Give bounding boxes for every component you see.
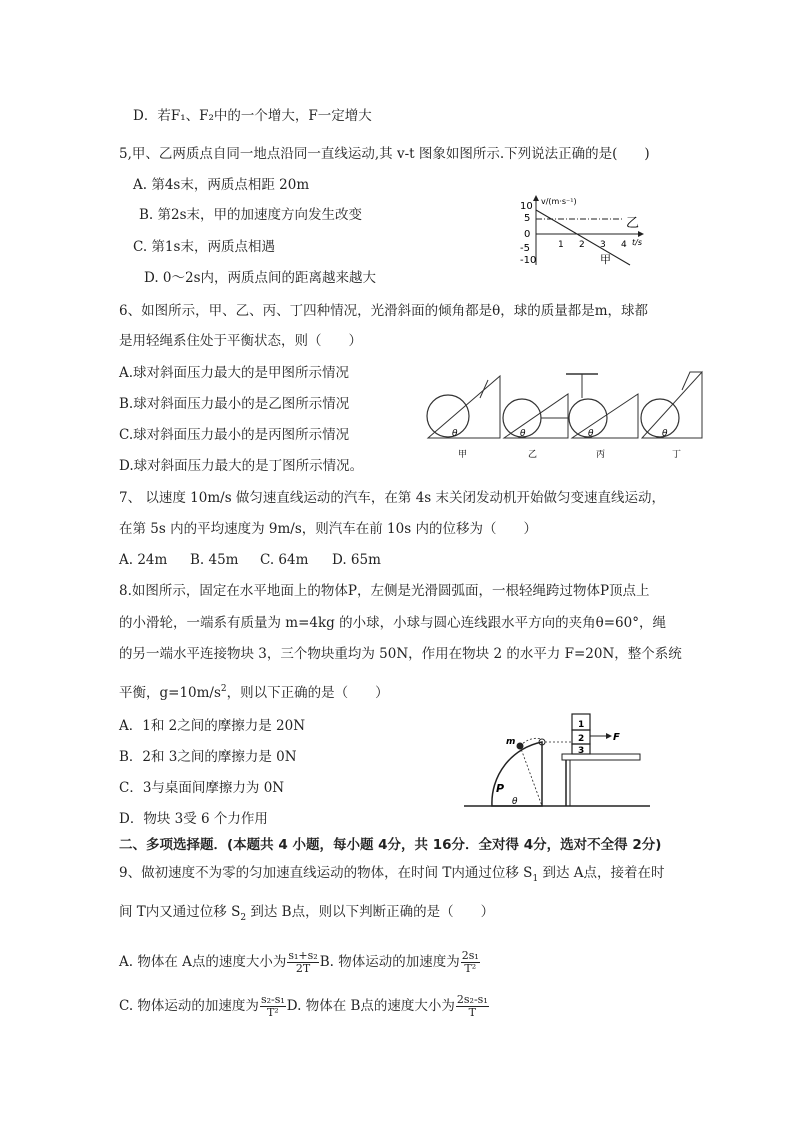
q5-option-c: C. 第1s末，两质点相遇 [133,239,275,255]
q6-angle-label: θ [452,429,458,439]
q9-option-c-fraction: $\frac{\text{s₂-s₁}}{\text{T²}}$ [260,993,285,1019]
q6-figure-label: 乙 [528,450,538,460]
q8-ball-label: m [506,737,516,747]
q6-figure-label: 甲 [458,450,468,460]
q9-option-a-fraction: $\frac{\text{s₁+s₂}}{2T}$ [288,949,318,975]
q5-curve-label-yi: 乙 [626,216,640,231]
q9-stem-line1: 9、做初速度不为零的匀加速直线运动的物体，在时间 T内通过位移 $S_1$ 到达 A点，接着在时 [119,865,665,884]
q7-stem-line1: 7、 以速度 10m/s 做匀速直线运动的汽车，在第 4s 末关闭发动机开始做匀变速直线运动， [119,490,666,506]
q5-x-tick: 1 [558,240,564,250]
q5-x-tick: 3 [600,240,606,250]
q5-y-tick: 10 [520,201,533,212]
q8-figure [462,708,652,812]
q5-x-tick: 2 [579,240,585,250]
q6-option-d: D.球对斜面压力最大的是丁图所示情况。 [119,458,364,474]
figure-jia [427,376,500,460]
q7-stem-line2: 在第 5s 内的平均速度为 9m/s，则汽车在前 10s 内的位移为（ ） [119,521,537,537]
q7-option-b: B. 45m [190,552,239,568]
q8-stem-line3: 的另一端水平连接物块 3，三个物块重均为 50N，作用在物块 2 的水平力 F=20N，整个系统 [119,646,682,662]
q9-option-a-text: A. 物体在 A点的速度大小为 [119,954,287,970]
q5-curve-label-jia: 甲 [600,253,611,266]
section2-heading: 二、多项选择题．(本题共 4 小题，每小题 4分，共 16分．全对得 4分，选对不全得 2分) [119,837,662,853]
q6-stem-line1: 6、如图所示，甲、乙、丙、丁四种情况，光滑斜面的倾角都是θ，球的质量都是m，球都 [119,303,649,319]
q9-option-b-fraction: $\frac{\text{2s₁}}{\text{T²}}$ [461,949,479,975]
q9-option-b-text: B. 物体运动的加速度为 [319,954,460,970]
q8-stem-line4: 平衡，$g=10m/s^2$，则以下正确的是（ ） [119,684,389,701]
q5-y-axis-label: v/(m·s⁻¹) [541,197,577,206]
q5-y-tick: -5 [520,243,530,254]
q6-figure-label: 丙 [596,450,606,460]
q8-option-a: A．1和 2之间的摩擦力是 20N [119,718,306,734]
figure-yi [503,394,568,460]
q8-angle-label: θ [512,797,518,807]
q9-option-c-text: C. 物体运动的加速度为 [119,998,259,1014]
q9-option-d-fraction: $\frac{\text{2s₂-s₁}}{T}$ [456,993,488,1019]
q5-x-tick: 4 [621,240,627,250]
q5-y-tick: 0 [524,229,531,240]
q7-option-d: D. 65m [332,552,381,568]
q6-angle-label: θ [588,429,594,439]
q6-incline-figures [420,368,710,460]
q6-option-c: C.球对斜面压力最小的是丙图所示情况 [119,427,350,443]
q8-stem-line2: 的小滑轮，一端系有质量为 m=4kg 的小球，小球与圆心连线跟水平方向的夹角θ=60°，绳 [119,615,666,631]
q8-option-b: B．2和 3之间的摩擦力是 0N [119,749,297,765]
q8-block-label: 3 [578,746,585,756]
q6-angle-label: θ [662,429,668,439]
q5-vt-graph [520,193,650,269]
q6-option-a: A.球对斜面压力最大的是甲图所示情况 [119,365,350,381]
q5-option-d: D. 0～2s内，两质点间的距离越来越大 [144,270,377,286]
q9-option-d-text: D. 物体在 B点的速度大小为 [286,998,455,1014]
q8-block-label: 2 [578,734,585,744]
q7-option-c: C. 64m [260,552,309,568]
q5-x-axis-label: t/s [632,238,642,247]
q8-option-c: C．3与桌面间摩擦力为 0N [119,780,285,796]
q5-y-tick: 5 [524,213,531,224]
q8-option-d: D．物块 3受 6 个力作用 [119,811,268,827]
figure-ding [641,372,702,460]
q6-figure-label: 丁 [672,450,682,460]
q9-options-cd [119,994,490,1019]
q8-force-label: F [613,732,620,743]
q8-stem-line1: 8.如图所示，固定在水平地面上的物体P，左侧是光滑圆弧面，一根轻绳跨过物体P顶点上 [119,583,650,599]
q6-option-b: B.球对斜面压力最小的是乙图所示情况 [119,396,350,412]
q6-angle-label: θ [520,429,526,439]
q5-y-tick: -10 [520,255,537,266]
figure-bing [566,374,638,460]
q5-stem: 5,甲、乙两质点自同一地点沿同一直线运动,其 v-t 图象如图所示.下列说法正确的是( ) [119,146,650,162]
q5-option-a: A. 第4s末，两质点相距 20m [133,177,310,193]
q6-stem-line2: 是用轻绳系住处于平衡状态，则（ ） [119,333,362,349]
q8-body-label: P [496,782,505,795]
q9-stem-line2: 间 T内又通过位移 $S_2$ 到达 B点，则以下判断正确的是（ ） [119,904,495,923]
q8-block-label: 1 [578,720,585,730]
q7-option-a: A. 24m [119,552,168,568]
q9-options-ab [119,950,481,975]
q4-option-d: D．若F₁、F₂中的一个增大，F一定增大 [133,108,372,124]
q5-option-b: B. 第2s末，甲的加速度方向发生改变 [139,207,363,223]
